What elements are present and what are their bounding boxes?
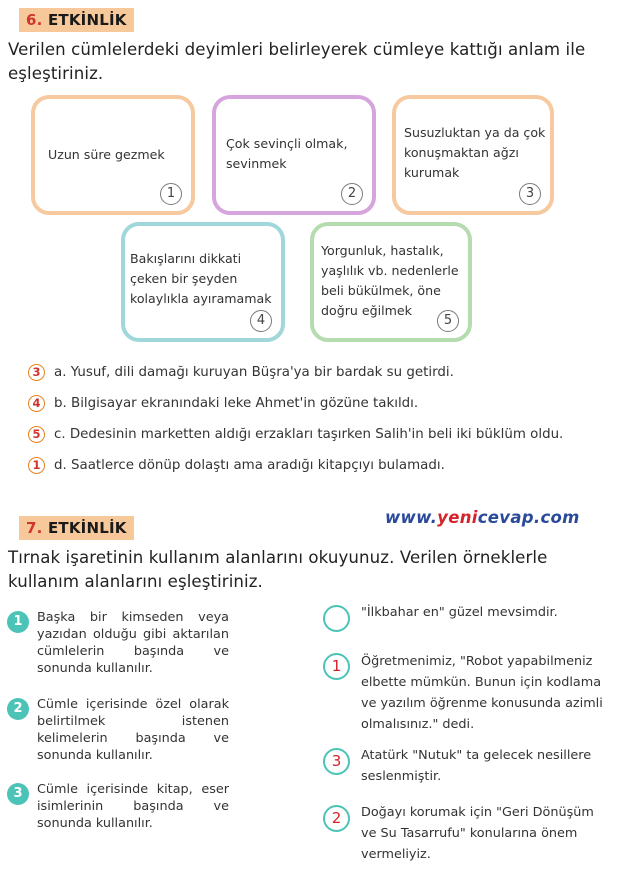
activity-7-instruction: Tırnak işaretinin kullanım alanlarını okuyunuz. Verilen örneklerle kullanım alanlarını eşleştiriniz. [8,548,548,591]
meaning-card-number: 5 [437,310,459,332]
meaning-card-number: 4 [250,310,272,332]
example-answer-1[interactable] [323,605,350,632]
sentence-text: c. Dedesinin marketten aldığı erzakları taşırken Salih'in beli iki büklüm oldu. [54,427,564,442]
example-text-4: Doğayı korumak için "Geri Dönüşüm ve Su Tasarrufu" konularına önem vermeliyiz. [361,805,594,862]
meaning-card-3 [392,95,554,215]
usage-number-2: 2 [7,698,29,720]
sentence-row-c [28,424,608,446]
example-answer-2[interactable]: 1 [323,653,350,680]
example-answer-4[interactable]: 2 [323,805,350,832]
meaning-card-text: Çok sevinçli olmak, sevinmek [226,136,348,171]
watermark-highlight: yeni [437,508,478,527]
meaning-card-text: Susuzluktan ya da çok konuşmaktan ağzı kurumak [404,125,546,180]
activity-6-number: 6. [26,11,43,29]
meaning-card-text: Bakışlarını dikkati çeken bir şeyden kolaylıkla ayıramamak [130,251,272,306]
sentence-row-d [28,455,608,477]
activity-7-number: 7. [26,519,43,537]
meaning-card-5 [310,222,472,342]
meaning-card-number: 3 [519,183,541,205]
sentence-text: d. Saatlerce dönüp dolaştı ama aradığı kitapçıyı bulamadı. [54,458,445,473]
sentence-text: a. Yusuf, dili damağı kuruyan Büşra'ya bir bardak su getirdi. [54,365,454,380]
meaning-card-text: Uzun süre gezmek [48,147,165,162]
activity-6-instruction: Verilen cümlelerdeki deyimleri belirleyerek cümleye kattığı anlam ile eşleştiriniz. [8,40,586,83]
example-text-2: Öğretmenimiz, "Robot yapabilmeniz elbette mümkün. Bunun için kodlama ve yazılım öğrenme konusunda azimli olmalısınız." dedi. [361,654,603,732]
meaning-card-number: 2 [341,183,363,205]
sentence-answer[interactable]: 3 [28,364,45,381]
usage-text-1: Başka bir kimseden veya yazıdan olduğu gibi aktarılan cümlelerin başında ve sonunda kullanılır. [37,610,229,676]
meaning-card-text: Yorgunluk, hastalık, yaşlılık vb. nedenlerle beli bükülmek, öne doğru eğilmek [321,243,459,318]
site-watermark [385,508,580,527]
meaning-card-number: 1 [160,183,182,205]
usage-number-1: 1 [7,611,29,633]
activity-7-label: ETKİNLİK [47,519,127,537]
example-text-3: Atatürk "Nutuk" ta gelecek nesillere seslenmiştir. [361,748,592,784]
activity-6-heading [19,8,134,32]
sentence-answer[interactable]: 4 [28,395,45,412]
meaning-card-1 [31,95,195,215]
sentence-text: b. Bilgisayar ekranındaki leke Ahmet'in gözüne takıldı. [54,396,419,411]
meaning-card-2 [212,95,376,215]
usage-text-2: Cümle içerisinde özel olarak belirtilmek istenen kelimelerin başında ve sonunda kullanılır. [37,697,229,763]
usage-number-3: 3 [7,783,29,805]
usage-text-3: Cümle içerisinde kitap, eser isimlerinin başında ve sonunda kullanılır. [37,782,229,831]
sentence-row-a [28,362,608,384]
example-answer-3[interactable]: 3 [323,748,350,775]
sentence-answer[interactable]: 1 [28,457,45,474]
sentence-answer[interactable]: 5 [28,426,45,443]
watermark-prefix: www. [385,508,438,527]
meaning-card-4 [121,222,285,342]
activity-7-heading [19,516,134,540]
watermark-suffix: cevap.com [477,508,580,527]
sentence-row-b [28,393,608,415]
example-text-1: "İlkbahar en" güzel mevsimdir. [361,605,558,620]
activity-6-label: ETKİNLİK [47,11,127,29]
